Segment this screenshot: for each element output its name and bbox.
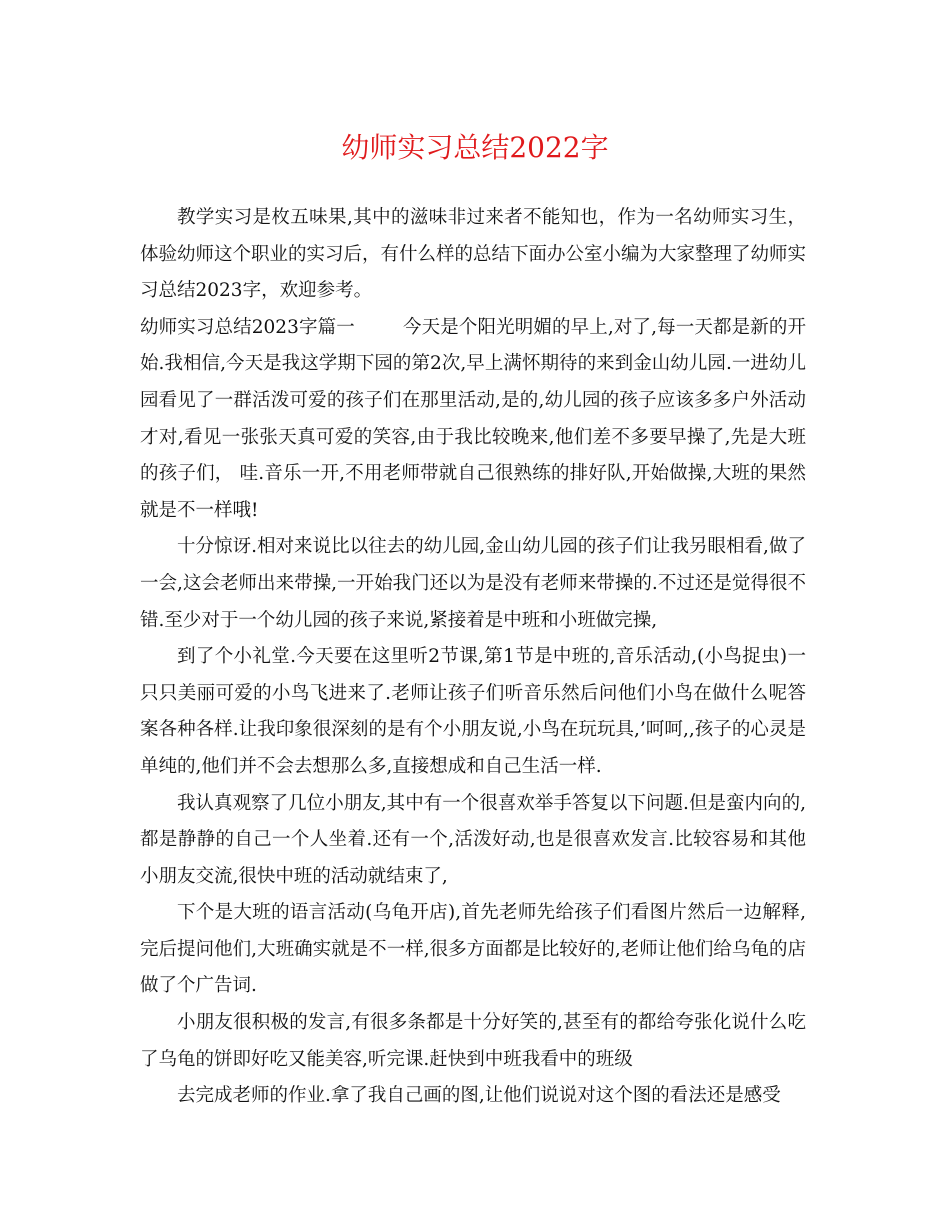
document-title: 幼师实习总结2022字 <box>341 131 609 164</box>
intro-paragraph: 教学实习是枚五味果,其中的滋味非过来者不能知也，作为一名幼师实习生，体验幼师这个职业的实习后，有什么样的总结下面办公室小编为大家整理了幼师实习总结2023字，欢迎参考。 <box>140 207 807 302</box>
paragraph-3: 到了个小礼堂.今天要在这里听2节课,第1节是中班的,音乐活动,(小鸟捉虫)一只只美丽可爱的小鸟飞进来了.老师让孩子们听音乐然后问他们小鸟在做什么呢答案各种各样.让我印象很深刻的是有个小朋友说,小鸟在玩玩具,’呵呵,,孩子的心灵是单纯的,他们并不会去想那么多,直接想成和自己生活一样. <box>140 646 806 777</box>
paragraph-6: 小朋友很积极的发言,有很多条都是十分好笑的,甚至有的都给夸张化说什么吃了乌龟的饼即好吃又能美容,听完课.赶快到中班我看中的班级 <box>140 1012 806 1070</box>
paragraph-2: 十分惊讶.相对来说比以往去的幼儿园,金山幼儿园的孩子们让我另眼相看,做了一会,这会老师出来带操,一开始我门还以为是没有老师来带操的.不过还是觉得很不错.至少对于一个幼儿园的孩子来说,紧接着是中班和小班做完操, <box>140 536 806 631</box>
section-first-paragraph <box>140 310 806 530</box>
paragraph-7: 去完成老师的作业.拿了我自己画的图,让他们说说对这个图的看法还是感受 <box>177 1085 781 1107</box>
paragraph-4: 我认真观察了几位小朋友,其中有一个很喜欢举手答复以下问题.但是蛮内向的,都是静静的自己一个人坐着.还有一个,活泼好动,也是很喜欢发言.比较容易和其他小朋友交流,很快中班的活动就结束了, <box>140 792 806 887</box>
document-body <box>140 200 806 1115</box>
paragraph-5: 下个是大班的语言活动(乌龟开店),首先老师先给孩子们看图片然后一边解释,完后提问他们,大班确实就是不一样,很多方面都是比较好的,老师让他们给乌龟的店做了个广告词. <box>140 902 806 997</box>
section-heading: 幼师实习总结2023字篇一 <box>140 316 355 338</box>
paragraph-1: 今天是个阳光明媚的早上,对了,每一天都是新的开始.我相信,今天是我这学期下园的第2次,早上满怀期待的来到金山幼儿园.一进幼儿园看见了一群活泼可爱的孩子们在那里活动,是的,幼儿园的孩子应该多多户外活动才对,看见一张张天真可爱的笑容,由于我比较晚来,他们差不多要早操了,先是大班的孩子们， 哇.音乐一开,不用老师带就自己很熟练的排好队,开始做操,大班的果然就是不一样哦! <box>140 316 806 521</box>
